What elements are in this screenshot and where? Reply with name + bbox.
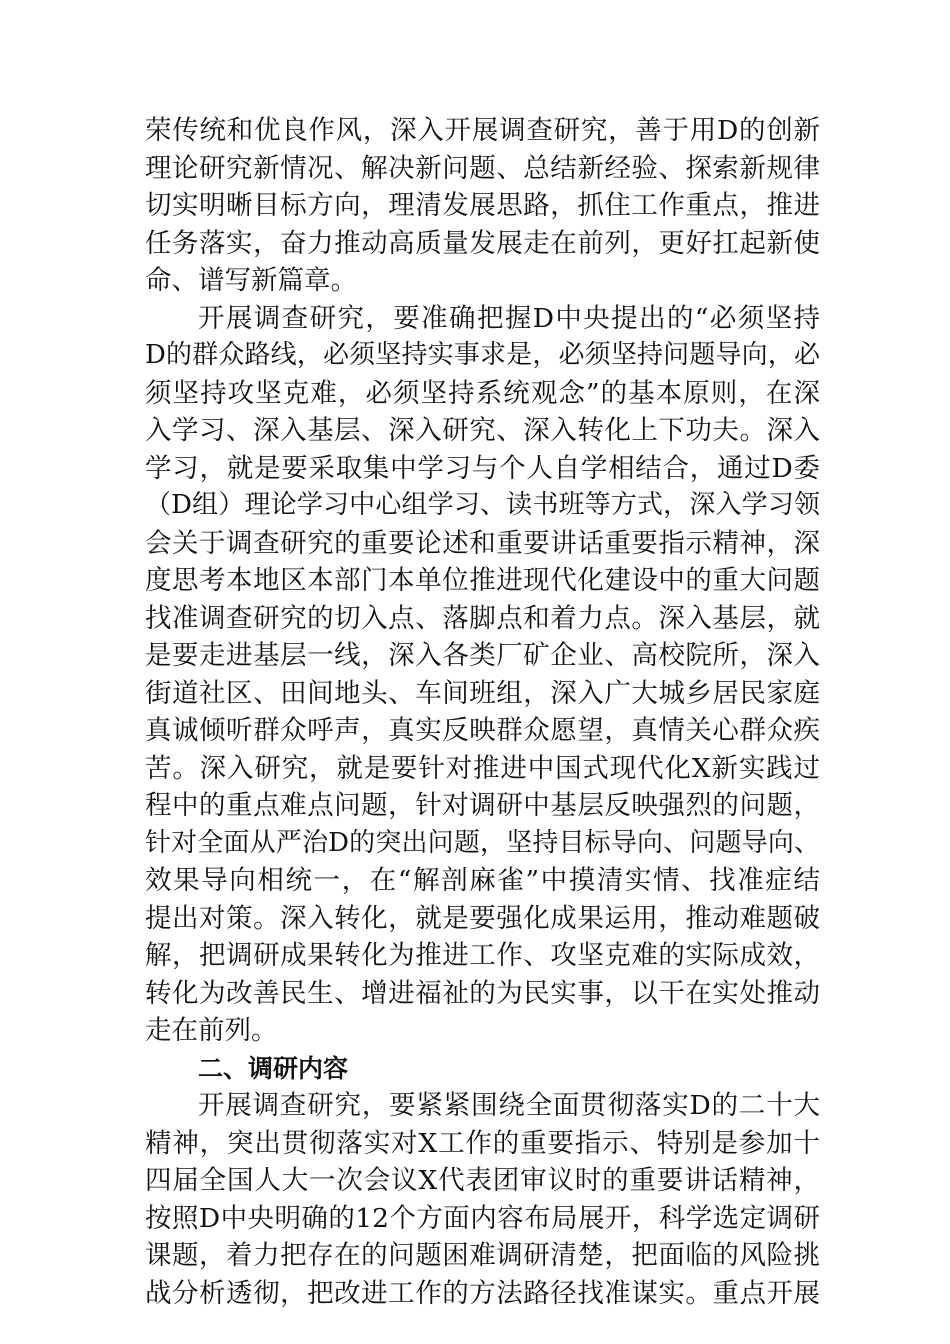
text-line: 荣传统和优良作风，深入开展调查研究，善于用D的创新 xyxy=(145,115,820,146)
text-line: 走在前列。 xyxy=(145,1015,278,1046)
text-line: （D组）理论学习中心组学习、读书班等方式，深入学习领 xyxy=(145,490,820,520)
text-line: 须坚持攻坚克难，必须坚持系统观念”的基本原则，在深 xyxy=(145,377,820,409)
text-line: 解，把调研成果转化为推进工作、攻坚克难的实际成效， xyxy=(145,940,820,971)
text-line: 会关于调查研究的重要论述和重要讲话重要指示精神，深 xyxy=(145,527,820,559)
text-line: 程中的重点难点问题，针对调研中基层反映强烈的问题， xyxy=(145,790,820,821)
text-line: 苦。深入研究，就是要针对推进中国式现代化X新实践过 xyxy=(145,752,820,784)
section-heading: 二、调研内容 xyxy=(198,1053,349,1083)
text-line: 度思考本地区本部门本单位推进现代化建设中的重大问题 xyxy=(145,565,820,596)
text-line: 战分析透彻，把改进工作的方法路径找准谋实。重点开展 xyxy=(145,1277,820,1309)
text-line: 真诚倾听群众呼声，真实反映群众愿望，真情关心群众疾 xyxy=(145,715,820,746)
text-line: 按照D中央明确的12个方面内容布局展开，科学选定调研 xyxy=(145,1202,820,1234)
text-line: 转化为改善民生、增进福祉的为民实事，以干在实处推动 xyxy=(145,977,820,1009)
text-line: 精神，突出贯彻落实对X工作的重要指示、特别是参加十 xyxy=(145,1127,820,1159)
text-line: 切实明晰目标方向，理清发展思路，抓住工作重点，推进 xyxy=(145,190,820,221)
text-line: D的群众路线，必须坚持实事求是，必须坚持问题导向，必 xyxy=(145,340,820,370)
text-line: 是要走进基层一线，深入各类厂矿企业、高校院所，深入 xyxy=(145,640,820,671)
text-line: 理论研究新情况、解决新问题、总结新经验、探索新规律 xyxy=(145,152,820,184)
text-line: 提出对策。深入转化，就是要强化成果运用，推动难题破 xyxy=(145,902,820,934)
text-line: 找准调查研究的切入点、落脚点和着力点。深入基层，就 xyxy=(145,602,820,634)
text-line: 入学习、深入基层、深入研究、深入转化上下功夫。深入 xyxy=(145,415,820,446)
paragraph-first-line: 开展调查研究，要紧紧围绕全面贯彻落实D的二十大 xyxy=(198,1090,820,1121)
body-text xyxy=(145,112,820,1312)
text-line: 命、谱写新篇章。 xyxy=(145,265,357,296)
text-line: 学习，就是要采取集中学习与个人自学相结合，通过D委 xyxy=(145,452,820,484)
text-line: 课题，着力把存在的问题困难调研清楚，把面临的风险挑 xyxy=(145,1240,820,1271)
text-line: 街道社区、田间地头、车间班组，深入广大城乡居民家庭 xyxy=(145,677,820,709)
text-line: 任务落实，奋力推动高质量发展走在前列，更好扛起新使 xyxy=(145,227,820,259)
text-line: 针对全面从严治D的突出问题，坚持目标导向、问题导向、 xyxy=(145,827,820,858)
text-line: 四届全国人大一次会议X代表团审议时的重要讲话精神， xyxy=(145,1165,820,1196)
text-line: 效果导向相统一，在“解剖麻雀”中摸清实情、找准症结 xyxy=(145,865,820,896)
paragraph-first-line: 开展调查研究，要准确把握D中央提出的“必须坚持 xyxy=(198,302,820,334)
